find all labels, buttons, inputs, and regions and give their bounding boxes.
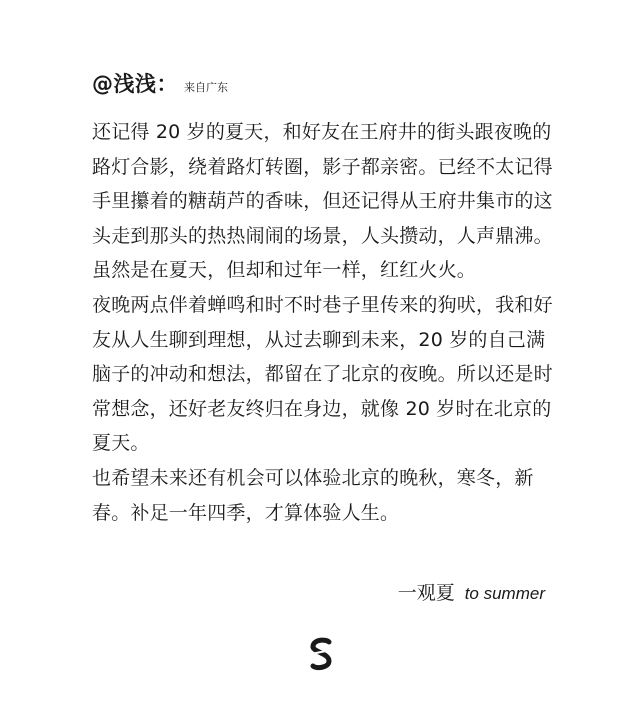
post-body bbox=[92, 115, 562, 530]
s-brand-logo-icon bbox=[308, 637, 334, 671]
signature-cn: 一观夏 bbox=[397, 582, 455, 604]
paragraph-3: 也希望未来还有机会可以体验北京的晚秋，寒冬，新春。补足一年四季，才算体验人生。 bbox=[92, 466, 534, 524]
post-header bbox=[92, 68, 228, 102]
signature bbox=[398, 578, 545, 605]
author-name: @浅浅： bbox=[92, 72, 178, 96]
paragraph-2: 夜晚两点伴着蝉鸣和时不时巷子里传来的狗吠，我和好友从人生聊到理想，从过去聊到未来，20 岁的自己满脑子的冲动和想法，都留在了北京的夜晚。所以还是时常想念，还好老友终归在身边，就像 20 岁时在北京的夏天。 bbox=[92, 293, 553, 455]
author-location: 来自广东 bbox=[184, 81, 228, 94]
signature-en: to summer bbox=[464, 584, 545, 603]
paragraph-1: 还记得 20 岁的夏天，和好友在王府井的街头跟夜晚的路灯合影，绕着路灯转圈，影子都亲密。已经不太记得手里攥着的糖葫芦的香味，但还记得从王府井集市的这头走到那头的热热闹闹的场景，人头攒动，人声鼎沸。虽然是在夏天，但却和过年一样，红红火火。 bbox=[92, 121, 553, 282]
